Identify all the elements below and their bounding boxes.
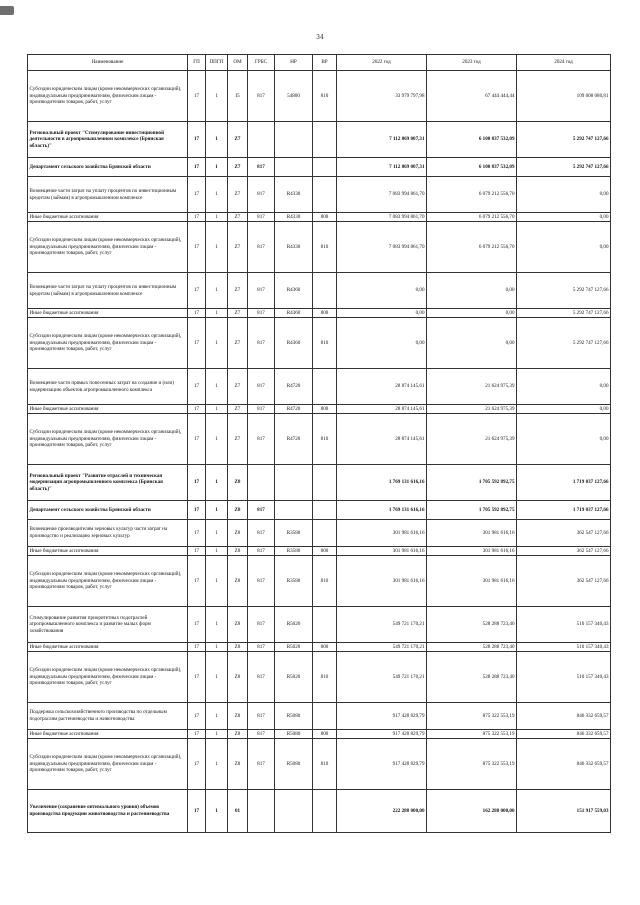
cell-vr (313, 273, 337, 309)
cell-y2022: 28 874 145,61 (337, 414, 427, 465)
cell-y2024: 846 332 659,57 (517, 730, 611, 739)
cell-om: Z7 (228, 414, 248, 465)
cell-y2023: 301 981 616,16 (427, 556, 517, 607)
cell-name: Региональный проект "Развитие отраслей и техническая модернизация агропромышленного комплекса (Брянская область)" (28, 465, 188, 501)
cell-gp: 17 (188, 405, 206, 414)
cell-y2022: 301 981 616,16 (337, 520, 427, 547)
cell-vr: 800 (313, 213, 337, 222)
cell-ppgp: 1 (206, 739, 228, 790)
cell-y2023: 1 705 592 892,75 (427, 501, 517, 520)
cell-om: Z7 (228, 177, 248, 213)
cell-om: Z7 (228, 318, 248, 369)
cell-grbs: 817 (248, 213, 275, 222)
cell-grbs: 817 (248, 739, 275, 790)
table-row (28, 122, 611, 158)
table-row (28, 547, 611, 556)
cell-gp: 17 (188, 730, 206, 739)
cell-ppgp: 1 (206, 703, 228, 730)
cell-y2024: 362 547 127,66 (517, 520, 611, 547)
cell-name: Поддержка сельскохозяйственного производства по отдельным подотраслям растениеводства и животноводства (28, 703, 188, 730)
cell-vr (313, 607, 337, 643)
cell-name: Иные бюджетные ассигнования (28, 405, 188, 414)
cell-name: Субсидии юридическим лицам (кроме некоммерческих организаций), индивидуальным предпринимателям, физическим лицам - производителям товаров, работ, услуг (28, 739, 188, 790)
cell-ppgp: 1 (206, 790, 228, 833)
cell-ppgp: 1 (206, 501, 228, 520)
cell-name: Департамент сельского хозяйства Брянской области (28, 158, 188, 177)
cell-y2023: 6 079 212 556,70 (427, 213, 517, 222)
cell-ppgp: 1 (206, 547, 228, 556)
cell-y2022: 301 981 616,16 (337, 547, 427, 556)
cell-y2024: 0,00 (517, 213, 611, 222)
cell-om: Z8 (228, 607, 248, 643)
cell-y2022: 917 428 829,79 (337, 730, 427, 739)
cell-y2024: 5 292 747 127,66 (517, 318, 611, 369)
column-header: ГРБС (248, 55, 275, 71)
cell-y2022: 28 874 145,61 (337, 405, 427, 414)
cell-name: Субсидии юридическим лицам (кроме некоммерческих организаций), индивидуальным предпринимателям, физическим лицам - производителям товаров, работ, услуг (28, 222, 188, 273)
cell-vr: 810 (313, 414, 337, 465)
cell-y2024: 846 332 659,57 (517, 703, 611, 730)
table-row (28, 730, 611, 739)
cell-name: Субсидии юридическим лицам (кроме некоммерческих организаций), индивидуальным предпринимателям, физическим лицам - производителям товаров, работ, услуг (28, 414, 188, 465)
column-header: Наименование (28, 55, 188, 71)
column-header: 2024 год (517, 55, 611, 71)
cell-ppgp: 1 (206, 556, 228, 607)
cell-om: 01 (228, 790, 248, 833)
cell-y2022: 28 874 145,61 (337, 369, 427, 405)
cell-y2023: 67 444 444,44 (427, 71, 517, 122)
cell-om: Z8 (228, 730, 248, 739)
cell-nr (275, 465, 313, 501)
cell-vr: 810 (313, 318, 337, 369)
cell-y2022: 0,00 (337, 273, 427, 309)
cell-y2024: 510 157 340,43 (517, 607, 611, 643)
cell-y2024: 510 157 340,43 (517, 652, 611, 703)
cell-y2023: 21 624 975,39 (427, 414, 517, 465)
table-row (28, 652, 611, 703)
cell-y2024: 5 292 747 127,66 (517, 158, 611, 177)
cell-grbs: 817 (248, 158, 275, 177)
cell-ppgp: 1 (206, 71, 228, 122)
cell-y2023: 301 981 616,16 (427, 520, 517, 547)
table-row (28, 703, 611, 730)
cell-vr (313, 520, 337, 547)
cell-om: I5 (228, 71, 248, 122)
cell-vr (313, 703, 337, 730)
cell-grbs: 817 (248, 222, 275, 273)
cell-vr: 800 (313, 309, 337, 318)
cell-om: Z7 (228, 213, 248, 222)
cell-nr: R3580 (275, 556, 313, 607)
cell-grbs: 817 (248, 71, 275, 122)
cell-gp: 17 (188, 739, 206, 790)
cell-name: Субсидии юридическим лицам (кроме некоммерческих организаций), индивидуальным предпринимателям, физическим лицам - производителям товаров, работ, услуг (28, 71, 188, 122)
cell-gp: 17 (188, 222, 206, 273)
table-row (28, 465, 611, 501)
cell-name: Иные бюджетные ассигнования (28, 730, 188, 739)
cell-name: Департамент сельского хозяйства Брянской области (28, 501, 188, 520)
cell-om: Z8 (228, 501, 248, 520)
cell-vr: 810 (313, 222, 337, 273)
cell-gp: 17 (188, 465, 206, 501)
cell-vr: 810 (313, 739, 337, 790)
cell-vr: 810 (313, 556, 337, 607)
cell-name: Субсидии юридическим лицам (кроме некоммерческих организаций), индивидуальным предпринимателям, физическим лицам - производителям товаров, работ, услуг (28, 556, 188, 607)
scan-artifact (0, 6, 14, 15)
cell-name: Увеличение (сохранение оптимального уровня) объемов производства продукции животноводства и растениеводства (28, 790, 188, 833)
cell-om: Z7 (228, 405, 248, 414)
cell-y2023: 528 288 723,40 (427, 607, 517, 643)
cell-nr: R3580 (275, 520, 313, 547)
cell-y2022: 7 112 869 007,31 (337, 122, 427, 158)
cell-y2022: 301 981 616,16 (337, 556, 427, 607)
cell-om: Z7 (228, 122, 248, 158)
cell-gp: 17 (188, 556, 206, 607)
table-row (28, 369, 611, 405)
table-row (28, 222, 611, 273)
cell-om: Z8 (228, 739, 248, 790)
cell-vr (313, 122, 337, 158)
cell-gp: 17 (188, 177, 206, 213)
cell-name: Субсидии юридическим лицам (кроме некоммерческих организаций), индивидуальным предпринимателям, физическим лицам - производителям товаров, работ, услуг (28, 318, 188, 369)
cell-grbs: 817 (248, 643, 275, 652)
cell-om: Z7 (228, 158, 248, 177)
cell-vr (313, 177, 337, 213)
cell-y2023: 6 100 837 532,09 (427, 158, 517, 177)
cell-grbs: 817 (248, 309, 275, 318)
cell-grbs: 817 (248, 318, 275, 369)
cell-nr (275, 790, 313, 833)
cell-gp: 17 (188, 273, 206, 309)
cell-name: Субсидии юридическим лицам (кроме некоммерческих организаций), индивидуальным предпринимателям, физическим лицам - производителям товаров, работ, услуг (28, 652, 188, 703)
cell-y2023: 21 624 975,39 (427, 369, 517, 405)
cell-nr (275, 158, 313, 177)
cell-y2022: 549 721 170,21 (337, 652, 427, 703)
table-row (28, 213, 611, 222)
cell-y2022: 1 769 131 616,16 (337, 465, 427, 501)
cell-nr: R5020 (275, 643, 313, 652)
table-row (28, 790, 611, 833)
cell-y2024: 5 292 747 127,66 (517, 309, 611, 318)
cell-name: Стимулирование развития приоритетных подотраслей агропромышленного комплекса и развитие малых форм хозяйствования (28, 607, 188, 643)
cell-ppgp: 1 (206, 309, 228, 318)
cell-y2022: 222 288 000,00 (337, 790, 427, 833)
cell-y2022: 7 112 869 007,31 (337, 158, 427, 177)
cell-gp: 17 (188, 414, 206, 465)
cell-vr: 810 (313, 652, 337, 703)
cell-y2024: 5 292 747 127,66 (517, 122, 611, 158)
cell-nr: R5020 (275, 607, 313, 643)
cell-name: Иные бюджетные ассигнования (28, 309, 188, 318)
cell-nr: R4360 (275, 273, 313, 309)
cell-ppgp: 1 (206, 122, 228, 158)
cell-y2024: 846 332 659,57 (517, 739, 611, 790)
cell-y2023: 6 079 212 556,70 (427, 222, 517, 273)
cell-grbs: 817 (248, 501, 275, 520)
column-header: ППГП (206, 55, 228, 71)
cell-grbs: 817 (248, 730, 275, 739)
cell-grbs: 817 (248, 607, 275, 643)
cell-vr: 810 (313, 71, 337, 122)
cell-y2023: 0,00 (427, 318, 517, 369)
cell-grbs: 817 (248, 547, 275, 556)
cell-y2023: 6 079 212 556,70 (427, 177, 517, 213)
cell-y2024: 5 292 747 127,66 (517, 273, 611, 309)
column-header: 2022 год (337, 55, 427, 71)
cell-gp: 17 (188, 607, 206, 643)
column-header: 2023 год (427, 55, 517, 71)
cell-y2024: 1 719 037 127,66 (517, 501, 611, 520)
cell-gp: 17 (188, 643, 206, 652)
table-row (28, 405, 611, 414)
cell-y2023: 1 705 592 892,75 (427, 465, 517, 501)
table-row (28, 739, 611, 790)
cell-nr: R4360 (275, 318, 313, 369)
table-header-row (28, 55, 611, 71)
table-row (28, 556, 611, 607)
cell-grbs: 817 (248, 414, 275, 465)
cell-nr: R4330 (275, 177, 313, 213)
cell-grbs: 817 (248, 520, 275, 547)
cell-om: Z7 (228, 273, 248, 309)
cell-om: Z7 (228, 222, 248, 273)
cell-y2024: 0,00 (517, 405, 611, 414)
cell-om: Z7 (228, 309, 248, 318)
cell-y2024: 362 547 127,66 (517, 556, 611, 607)
table-row (28, 643, 611, 652)
cell-y2024: 109 008 080,81 (517, 71, 611, 122)
cell-gp: 17 (188, 501, 206, 520)
cell-nr: R4330 (275, 213, 313, 222)
cell-gp: 17 (188, 703, 206, 730)
cell-nr: R4720 (275, 405, 313, 414)
cell-y2022: 0,00 (337, 318, 427, 369)
cell-grbs (248, 790, 275, 833)
cell-ppgp: 1 (206, 273, 228, 309)
cell-grbs: 817 (248, 273, 275, 309)
cell-nr (275, 501, 313, 520)
cell-ppgp: 1 (206, 213, 228, 222)
cell-y2023: 875 322 553,19 (427, 739, 517, 790)
table-row (28, 309, 611, 318)
cell-name: Иные бюджетные ассигнования (28, 213, 188, 222)
cell-y2023: 875 322 553,19 (427, 730, 517, 739)
cell-nr: R5080 (275, 739, 313, 790)
cell-nr: R3580 (275, 547, 313, 556)
cell-ppgp: 1 (206, 222, 228, 273)
cell-y2023: 21 624 975,39 (427, 405, 517, 414)
cell-y2023: 875 322 553,19 (427, 703, 517, 730)
cell-name: Возмещение части затрат на уплату процентов по инвестиционным кредитам (займам) в агропромышленном комплексе (28, 177, 188, 213)
cell-vr: 800 (313, 405, 337, 414)
cell-y2023: 0,00 (427, 309, 517, 318)
cell-y2023: 0,00 (427, 273, 517, 309)
cell-nr (275, 122, 313, 158)
cell-name: Возмещение части прямых понесенных затрат на создание и (или) модернизацию объектов агропромышленного комплекса (28, 369, 188, 405)
cell-nr: R5080 (275, 730, 313, 739)
cell-nr: 54800 (275, 71, 313, 122)
cell-gp: 17 (188, 122, 206, 158)
cell-gp: 17 (188, 158, 206, 177)
table-row (28, 318, 611, 369)
cell-ppgp: 1 (206, 369, 228, 405)
cell-y2023: 162 288 000,00 (427, 790, 517, 833)
cell-vr (313, 790, 337, 833)
cell-gp: 17 (188, 318, 206, 369)
cell-nr: R4720 (275, 414, 313, 465)
cell-y2023: 6 100 837 532,09 (427, 122, 517, 158)
column-header: ВР (313, 55, 337, 71)
cell-gp: 17 (188, 790, 206, 833)
table-row (28, 520, 611, 547)
cell-name: Иные бюджетные ассигнования (28, 547, 188, 556)
cell-om: Z8 (228, 652, 248, 703)
table-body (28, 71, 611, 833)
cell-y2024: 0,00 (517, 177, 611, 213)
cell-vr (313, 158, 337, 177)
cell-y2023: 528 288 723,40 (427, 643, 517, 652)
cell-nr: R4330 (275, 222, 313, 273)
cell-grbs: 817 (248, 652, 275, 703)
cell-ppgp: 1 (206, 405, 228, 414)
table-row (28, 177, 611, 213)
cell-om: Z8 (228, 465, 248, 501)
column-header: ОМ (228, 55, 248, 71)
cell-nr: R5080 (275, 703, 313, 730)
cell-grbs: 817 (248, 556, 275, 607)
cell-om: Z8 (228, 703, 248, 730)
cell-vr: 800 (313, 730, 337, 739)
cell-y2024: 0,00 (517, 414, 611, 465)
cell-ppgp: 1 (206, 414, 228, 465)
cell-y2024: 1 719 037 127,66 (517, 465, 611, 501)
cell-nr: R4360 (275, 309, 313, 318)
page-number: 34 (316, 34, 324, 41)
table-row (28, 273, 611, 309)
cell-y2022: 7 083 994 861,70 (337, 213, 427, 222)
budget-table (27, 54, 611, 833)
cell-y2022: 1 769 131 616,16 (337, 501, 427, 520)
cell-vr (313, 501, 337, 520)
cell-om: Z7 (228, 369, 248, 405)
cell-y2022: 33 979 797,98 (337, 71, 427, 122)
cell-vr: 800 (313, 547, 337, 556)
cell-grbs: 817 (248, 369, 275, 405)
table-row (28, 501, 611, 520)
cell-ppgp: 1 (206, 158, 228, 177)
cell-y2023: 528 288 723,40 (427, 652, 517, 703)
cell-gp: 17 (188, 213, 206, 222)
cell-grbs: 817 (248, 405, 275, 414)
cell-name: Иные бюджетные ассигнования (28, 643, 188, 652)
cell-ppgp: 1 (206, 652, 228, 703)
cell-ppgp: 1 (206, 318, 228, 369)
table-row (28, 607, 611, 643)
cell-ppgp: 1 (206, 465, 228, 501)
cell-y2024: 151 917 559,03 (517, 790, 611, 833)
cell-nr: R5020 (275, 652, 313, 703)
cell-gp: 17 (188, 547, 206, 556)
table-row (28, 71, 611, 122)
cell-grbs (248, 122, 275, 158)
cell-grbs (248, 465, 275, 501)
cell-y2022: 0,00 (337, 309, 427, 318)
cell-y2022: 7 083 994 861,70 (337, 222, 427, 273)
cell-om: Z8 (228, 520, 248, 547)
column-header: НР (275, 55, 313, 71)
cell-nr: R4720 (275, 369, 313, 405)
cell-y2022: 7 083 994 861,70 (337, 177, 427, 213)
cell-grbs: 817 (248, 703, 275, 730)
cell-om: Z8 (228, 547, 248, 556)
cell-name: Региональный проект "Стимулирование инвестиционной деятельности в агропромышленном комплексе (Брянская область)" (28, 122, 188, 158)
cell-gp: 17 (188, 71, 206, 122)
cell-om: Z8 (228, 556, 248, 607)
cell-vr (313, 465, 337, 501)
cell-y2022: 917 428 829,79 (337, 703, 427, 730)
cell-y2023: 301 981 616,16 (427, 547, 517, 556)
cell-y2022: 917 428 829,79 (337, 739, 427, 790)
cell-y2024: 362 547 127,66 (517, 547, 611, 556)
cell-ppgp: 1 (206, 520, 228, 547)
cell-ppgp: 1 (206, 177, 228, 213)
cell-y2024: 510 157 340,43 (517, 643, 611, 652)
cell-ppgp: 1 (206, 607, 228, 643)
cell-gp: 17 (188, 369, 206, 405)
cell-gp: 17 (188, 520, 206, 547)
cell-y2024: 0,00 (517, 222, 611, 273)
cell-gp: 17 (188, 309, 206, 318)
cell-y2022: 549 721 170,21 (337, 607, 427, 643)
cell-vr (313, 369, 337, 405)
cell-om: Z8 (228, 643, 248, 652)
cell-y2022: 549 721 170,21 (337, 643, 427, 652)
cell-y2024: 0,00 (517, 369, 611, 405)
cell-name: Возмещение производителям зерновых культур части затрат на производство и реализацию зерновых культур (28, 520, 188, 547)
cell-name: Возмещение части затрат на уплату процентов по инвестиционным кредитам (займам) в агропромышленном комплексе (28, 273, 188, 309)
cell-vr: 800 (313, 643, 337, 652)
cell-ppgp: 1 (206, 730, 228, 739)
cell-grbs: 817 (248, 177, 275, 213)
table-row (28, 414, 611, 465)
column-header: ГП (188, 55, 206, 71)
cell-ppgp: 1 (206, 643, 228, 652)
table-row (28, 158, 611, 177)
cell-gp: 17 (188, 652, 206, 703)
